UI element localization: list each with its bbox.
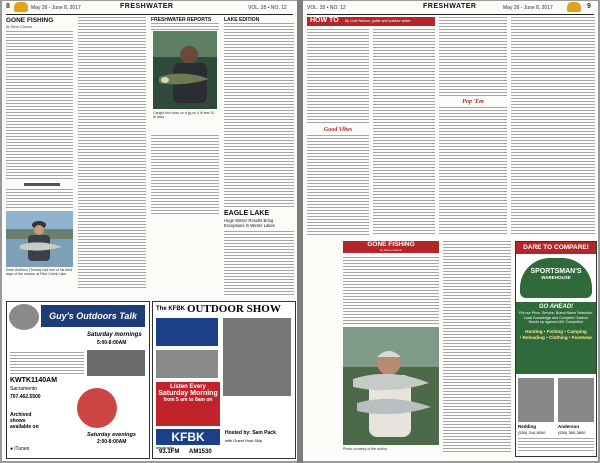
author-signature <box>24 183 60 186</box>
gone-fishing-subtitle: by Steve Carson <box>379 248 403 252</box>
how-to-col1-text <box>307 29 369 125</box>
ad-cta: GO AHEAD! <box>538 304 574 310</box>
header-rule <box>307 14 594 15</box>
how-to-col3-text-2 <box>439 107 507 235</box>
ad-station: KWTK <box>10 377 31 384</box>
how-to-col3-text <box>439 17 507 97</box>
issue-date: May 26 - June 8, 2017 <box>31 5 81 11</box>
ad-schedule: Saturday mornings <box>87 332 142 338</box>
section-title: FRESHWATER <box>423 3 477 10</box>
section-title: FRESHWATER <box>120 3 174 10</box>
how-to-title: HOW TO <box>310 17 339 24</box>
publication-logo-icon <box>14 2 28 12</box>
how-to-col2-text <box>373 29 435 235</box>
kfbk-logo: KFBK <box>156 429 220 445</box>
store-1-phone: (530) 244-9000 <box>518 430 546 435</box>
article-body-text <box>6 31 73 181</box>
ad-line-3: Needs up against ANY Competitor <box>528 320 584 324</box>
gone-fishing-body-text <box>343 257 439 325</box>
left-page <box>2 1 297 461</box>
column-2-body-text <box>78 17 146 289</box>
kwtk-radio-ad[interactable] <box>6 301 150 459</box>
kfbk-listen: Listen Every <box>170 384 206 390</box>
ad-time-2: 2:00-8:00AM <box>97 439 127 445</box>
store-2-name: Anderson <box>558 424 580 429</box>
how-to-col4-text <box>511 17 595 235</box>
reports-body-text <box>151 135 219 215</box>
gone-fishing-col2-text <box>443 241 511 453</box>
reports-intro <box>151 23 219 31</box>
bass-catch-photo <box>153 31 217 109</box>
article-byline: by Steve Carson <box>6 24 32 29</box>
kfbk-outdoor-show-ad[interactable] <box>152 301 296 459</box>
bass-photo-caption: Caught this bass on a jig on 4 lb test 10 lb bass <box>153 111 215 119</box>
ad-city: Sacramento <box>10 386 37 392</box>
ad-description <box>10 352 84 374</box>
steelhead-photo-caption: Photo courtesy of the author <box>343 447 387 451</box>
how-to-subtitle: By Cole Nelson, guide and outdoor writer <box>345 19 411 23</box>
ad-line-1: Put our Price, Service, Brand Name Selection, <box>519 311 593 315</box>
show-logo: Guy's Outdoors Talk <box>41 305 145 327</box>
apple-icon: ● <box>10 446 14 452</box>
gone-fishing-banner <box>343 241 439 253</box>
ad-banner: DARE TO COMPARE! <box>516 242 596 254</box>
lake-edition-headline: LAKE EDITION <box>224 17 260 23</box>
ad-graphic <box>77 388 117 428</box>
how-to-banner <box>307 17 435 26</box>
kfbk-title-prefix: The KFBK <box>156 306 185 312</box>
ad-schedule-2: Saturday evenings <box>87 432 136 438</box>
header-rule <box>6 14 293 15</box>
issue-date: May 26 - June 8, 2017 <box>503 5 553 11</box>
store-2-phone: (530) 365-3800 <box>558 430 586 435</box>
ad-time: 5:00-8:00AM <box>97 340 127 346</box>
kfbk-logo-sub: newsradio <box>156 445 175 450</box>
ad-frequency: 1140AM <box>31 377 58 384</box>
reports-headline: FRESHWATER REPORTS <box>151 17 212 23</box>
sportsmans-logo <box>520 258 592 298</box>
left-page-header <box>2 1 297 15</box>
good-vibes-subhead: Good Vibes <box>323 127 353 133</box>
store-map-2 <box>558 378 594 422</box>
column-lake-edition <box>224 17 294 297</box>
pop-em-subhead: Pop 'Em <box>462 99 484 105</box>
eagle-lake-subhead: Huge Winter Results Bring Exceptions In Winter Lakes <box>224 218 275 228</box>
eagle-lake-body-text <box>224 231 294 297</box>
kfbk-host-photo <box>223 318 291 396</box>
eagle-lake-headline: EAGLE LAKE <box>224 210 270 217</box>
right-page <box>303 1 598 461</box>
right-page-header <box>303 1 598 15</box>
itunes-text: iTunes <box>14 446 30 452</box>
kfbk-info-box <box>156 318 218 346</box>
ad-archive-note: Archived shows available on <box>10 412 39 430</box>
store-1-name: Redding <box>518 424 536 429</box>
kfbk-fish-photo <box>156 350 218 378</box>
itunes-label <box>10 446 29 452</box>
kfbk-host-sub: with Guest Host Skip <box>225 438 263 443</box>
brand-subname: WAREHOUSE <box>541 275 571 280</box>
brand-name: SPORTSMAN'S <box>530 268 582 275</box>
ad-categories-2: • Reloading • Clothing • Footwear <box>519 334 593 340</box>
article-headline: GONE FISHING <box>6 17 54 24</box>
ad-cta-box <box>516 302 596 374</box>
kfbk-time: from 5 am to 8am on <box>163 397 213 403</box>
photo-caption-text: Sean Arellano Thomas had one of his best days of the season at Rice Creek Lake. <box>6 268 72 276</box>
publication-logo-icon <box>567 2 581 12</box>
page-number: 8 <box>6 3 10 10</box>
issue-volume: VOL. 35 • NO. 12 <box>248 5 287 11</box>
lake-edition-body-text <box>224 23 294 208</box>
photo-caption <box>6 268 73 276</box>
how-to-col1-text-2 <box>307 135 369 235</box>
ad-fine-print <box>518 438 594 452</box>
steelhead-catch-photo <box>343 327 439 445</box>
ad-categories: Hunting • Fishing • Camping <box>525 328 587 334</box>
sportsmans-warehouse-ad[interactable] <box>515 241 597 457</box>
issue-volume: VOL. 35 • NO. 12 <box>307 5 346 11</box>
host-photo <box>9 304 39 330</box>
kfbk-schedule-box <box>156 382 220 426</box>
ad-phone: 707.462.5500 <box>10 394 41 400</box>
kfbk-frequency-am: AM1530 <box>189 449 212 455</box>
angler-photo <box>6 211 73 267</box>
page-number: 9 <box>587 3 591 10</box>
guest-photo <box>87 350 145 376</box>
article-body-text-2 <box>6 189 73 209</box>
kfbk-frequency-fm: 93.1FM <box>159 449 180 455</box>
store-map-1 <box>518 378 554 422</box>
ad-line-2: Local Knowledge and Complete Outdoor <box>523 315 589 320</box>
gone-fishing-title: GONE FISHING <box>367 241 415 248</box>
kfbk-title: OUTDOOR SHOW <box>187 303 281 315</box>
kfbk-host: Hosted by: Sam Pack <box>225 430 276 436</box>
kfbk-day: Saturday Morning <box>158 390 218 397</box>
